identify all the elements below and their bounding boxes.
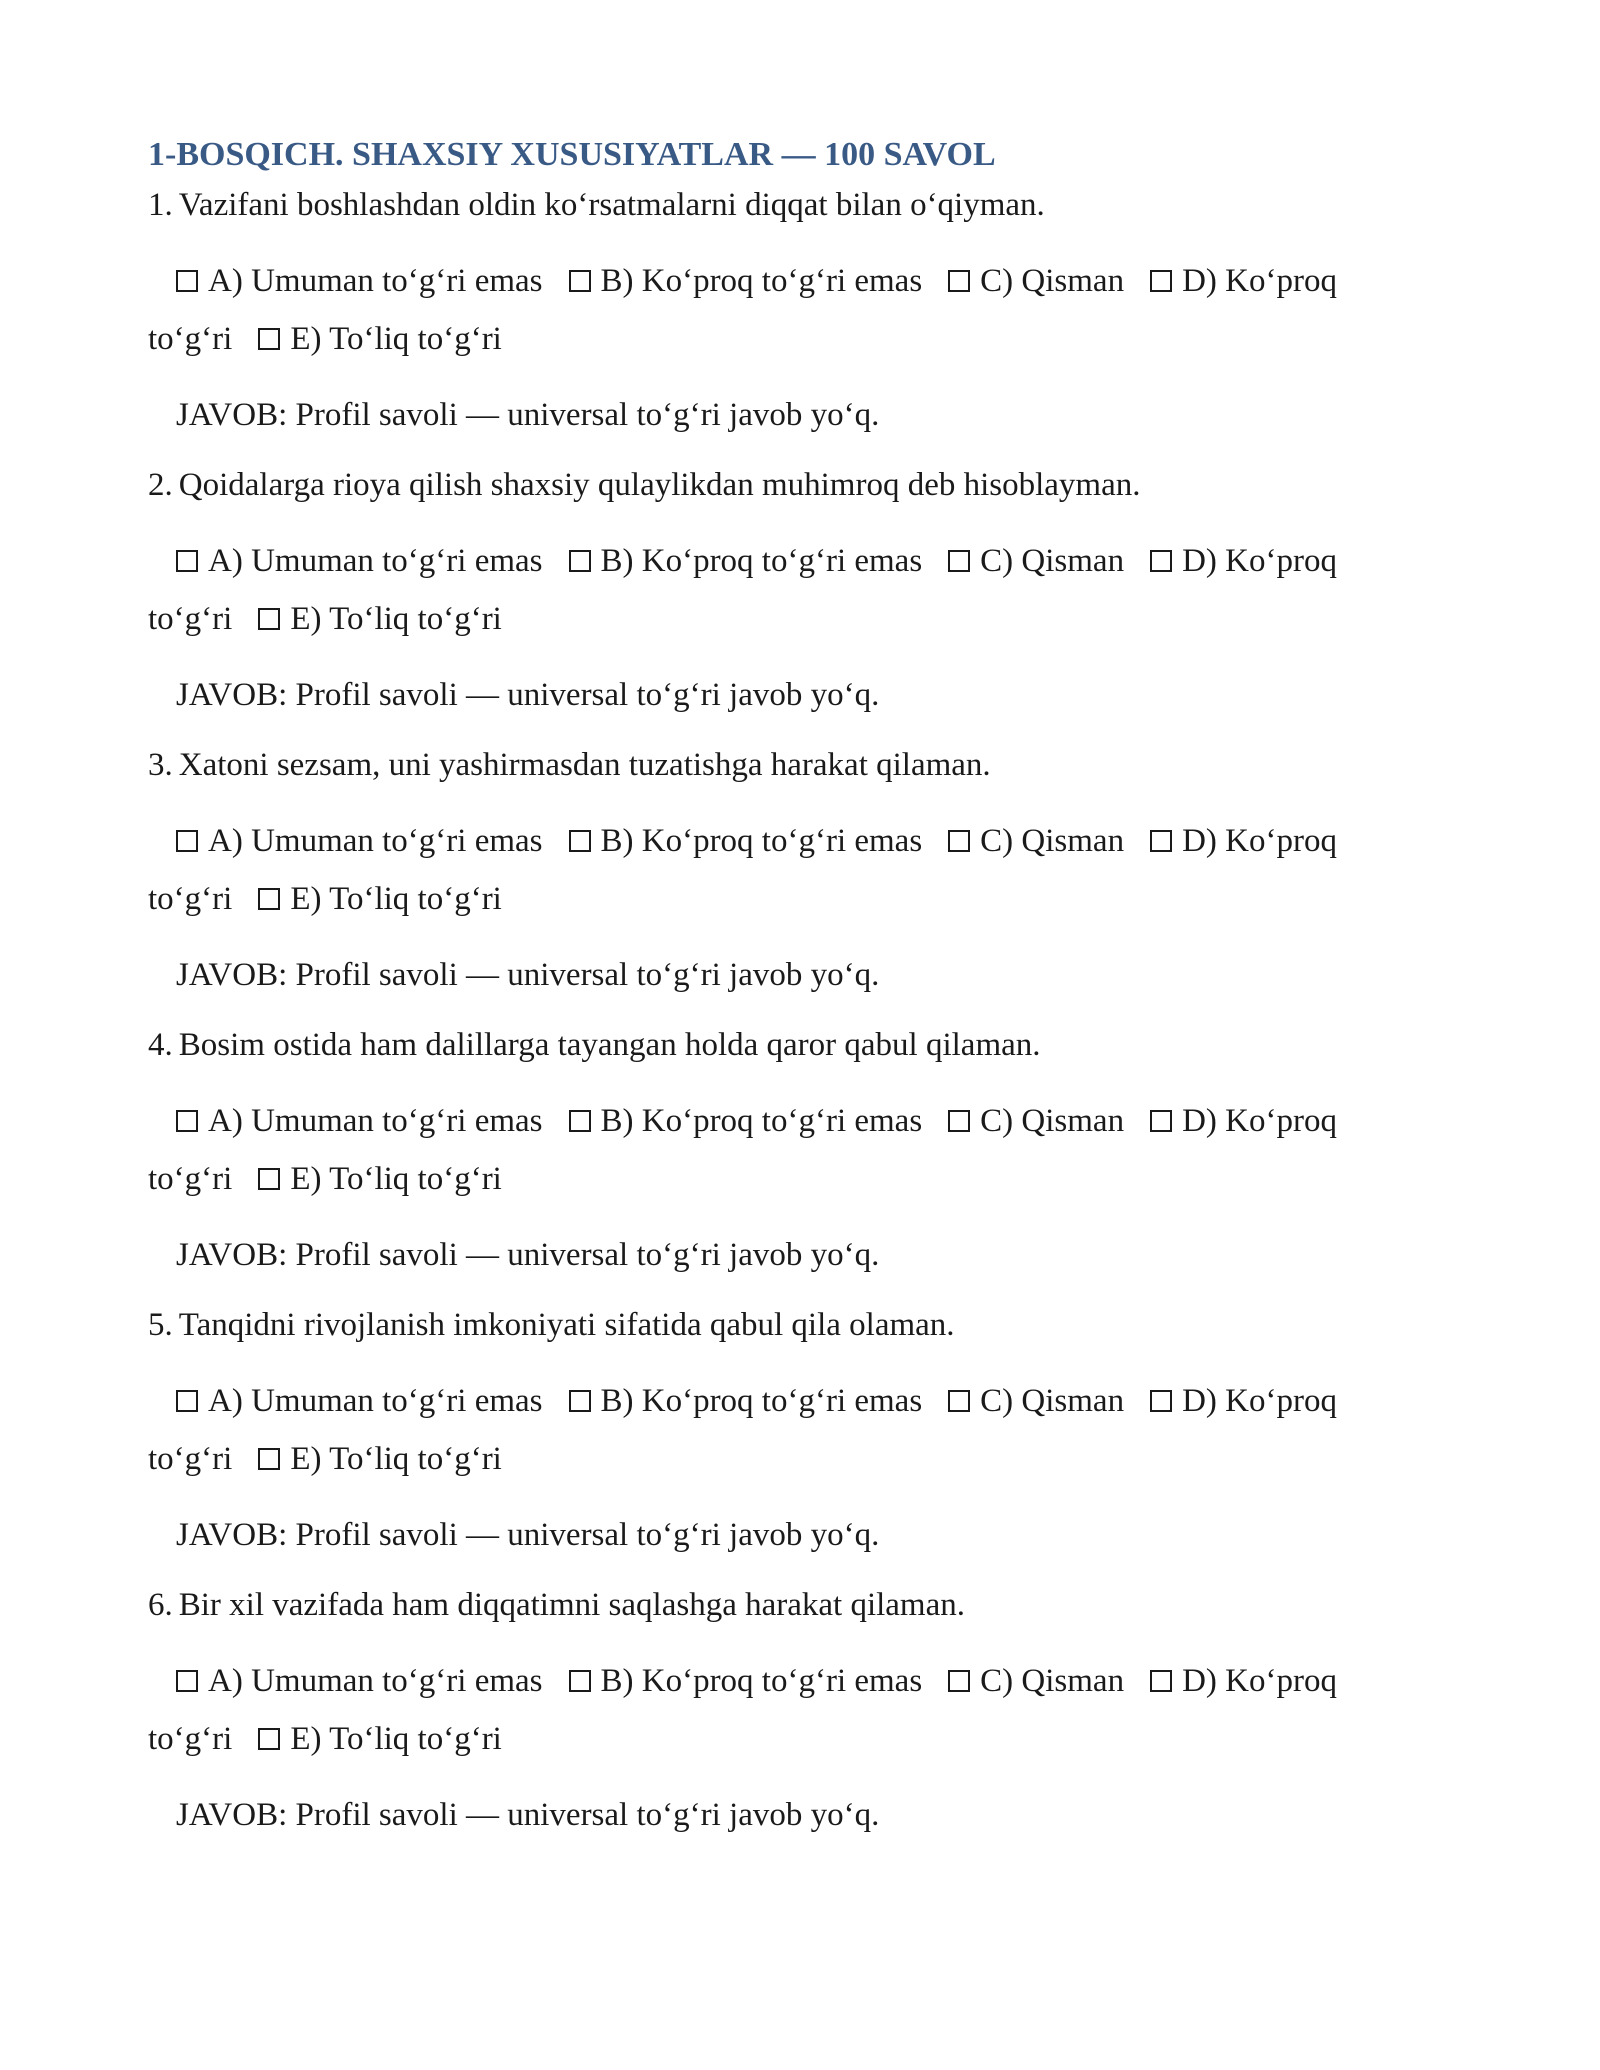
question-number: 5.	[148, 1307, 173, 1343]
option-d-label: D)	[1182, 1663, 1217, 1699]
option-d-label: D)	[1182, 1103, 1217, 1139]
checkbox-icon[interactable]	[176, 1670, 198, 1692]
question-body: Bir xil vazifada ham diqqatimni saqlashga harakat qilaman.	[178, 1587, 965, 1623]
option-c[interactable]	[948, 1663, 1124, 1699]
option-e[interactable]	[258, 321, 502, 357]
option-e-label: E) To‘liq to‘g‘ri	[290, 1161, 502, 1197]
option-c[interactable]	[948, 263, 1124, 299]
answer-note: JAVOB: Profil savoli — universal to‘g‘ri javob yo‘q.	[176, 677, 880, 713]
question-item	[148, 1020, 1360, 1280]
answer-options	[148, 1372, 1360, 1488]
option-b-label: B) Ko‘proq to‘g‘ri emas	[600, 543, 923, 579]
question-number: 4.	[148, 1027, 173, 1063]
option-c[interactable]	[948, 1103, 1124, 1139]
checkbox-icon[interactable]	[1150, 1390, 1172, 1412]
checkbox-icon[interactable]	[569, 1670, 591, 1692]
answer-options	[148, 812, 1360, 928]
option-a[interactable]	[176, 263, 543, 299]
option-d[interactable]	[1150, 263, 1217, 299]
option-a-label: A) Umuman to‘g‘ri emas	[208, 1383, 543, 1419]
checkbox-icon[interactable]	[1150, 550, 1172, 572]
option-a-label: A) Umuman to‘g‘ri emas	[208, 543, 543, 579]
option-b-label: B) Ko‘proq to‘g‘ri emas	[600, 263, 923, 299]
option-a-label: A) Umuman to‘g‘ri emas	[208, 823, 543, 859]
option-c-label: C) Qisman	[980, 263, 1125, 299]
option-d[interactable]	[1150, 1383, 1217, 1419]
option-b[interactable]	[569, 1103, 923, 1139]
checkbox-icon[interactable]	[1150, 1110, 1172, 1132]
option-d-label: D)	[1182, 823, 1217, 859]
section-heading: 1-BOSQICH. SHAXSIY XUSUSIYATLAR — 100 SAVOL	[148, 136, 996, 173]
question-item	[148, 1580, 1360, 1840]
option-b-label: B) Ko‘proq to‘g‘ri emas	[600, 1103, 923, 1139]
checkbox-icon[interactable]	[948, 550, 970, 572]
option-d-text: Ko‘proq to‘g‘ri	[148, 1383, 1337, 1477]
checkbox-icon[interactable]	[258, 328, 280, 350]
question-number: 2.	[148, 467, 173, 503]
option-b[interactable]	[569, 1663, 923, 1699]
checkbox-icon[interactable]	[569, 1110, 591, 1132]
option-a-label: A) Umuman to‘g‘ri emas	[208, 1103, 543, 1139]
option-b-label: B) Ko‘proq to‘g‘ri emas	[600, 1663, 923, 1699]
checkbox-icon[interactable]	[948, 270, 970, 292]
option-a[interactable]	[176, 543, 543, 579]
option-a-label: A) Umuman to‘g‘ri emas	[208, 263, 543, 299]
option-c[interactable]	[948, 823, 1124, 859]
checkbox-icon[interactable]	[176, 830, 198, 852]
question-text	[148, 460, 1360, 510]
option-b[interactable]	[569, 543, 923, 579]
question-item	[148, 180, 1360, 440]
question-number: 3.	[148, 747, 173, 783]
question-body: Vazifani boshlashdan oldin ko‘rsatmalarni diqqat bilan o‘qiyman.	[178, 187, 1045, 223]
checkbox-icon[interactable]	[1150, 1670, 1172, 1692]
option-e-label: E) To‘liq to‘g‘ri	[290, 321, 502, 357]
option-d-text: Ko‘proq to‘g‘ri	[148, 1103, 1337, 1197]
answer-note: JAVOB: Profil savoli — universal to‘g‘ri javob yo‘q.	[176, 1517, 880, 1553]
question-list	[148, 180, 1360, 1840]
option-a[interactable]	[176, 1383, 543, 1419]
checkbox-icon[interactable]	[258, 888, 280, 910]
question-item	[148, 740, 1360, 1000]
option-d-label: D)	[1182, 543, 1217, 579]
question-body: Bosim ostida ham dalillarga tayangan holda qaror qabul qilaman.	[178, 1027, 1041, 1063]
option-e[interactable]	[258, 1161, 502, 1197]
question-number: 1.	[148, 187, 173, 223]
checkbox-icon[interactable]	[948, 1670, 970, 1692]
checkbox-icon[interactable]	[258, 608, 280, 630]
checkbox-icon[interactable]	[569, 550, 591, 572]
answer-options	[148, 1092, 1360, 1208]
checkbox-icon[interactable]	[1150, 270, 1172, 292]
answer-options	[148, 1652, 1360, 1768]
checkbox-icon[interactable]	[948, 830, 970, 852]
option-c-label: C) Qisman	[980, 543, 1125, 579]
checkbox-icon[interactable]	[176, 270, 198, 292]
option-e-label: E) To‘liq to‘g‘ri	[290, 881, 502, 917]
option-a[interactable]	[176, 1103, 543, 1139]
checkbox-icon[interactable]	[569, 830, 591, 852]
question-text	[148, 1020, 1360, 1070]
option-c-label: C) Qisman	[980, 1103, 1125, 1139]
checkbox-icon[interactable]	[948, 1390, 970, 1412]
checkbox-icon[interactable]	[258, 1168, 280, 1190]
option-c[interactable]	[948, 1383, 1124, 1419]
option-a[interactable]	[176, 823, 543, 859]
option-d[interactable]	[1150, 823, 1217, 859]
answer-note: JAVOB: Profil savoli — universal to‘g‘ri javob yo‘q.	[176, 397, 880, 433]
answer-options	[148, 252, 1360, 368]
question-text	[148, 1580, 1360, 1630]
answer-options	[148, 532, 1360, 648]
option-e[interactable]	[258, 601, 502, 637]
option-d[interactable]	[1150, 543, 1217, 579]
option-c-label: C) Qisman	[980, 823, 1125, 859]
question-text	[148, 1300, 1360, 1350]
option-e-label: E) To‘liq to‘g‘ri	[290, 1721, 502, 1757]
option-d[interactable]	[1150, 1103, 1217, 1139]
option-e[interactable]	[258, 881, 502, 917]
question-item	[148, 460, 1360, 720]
option-b[interactable]	[569, 1383, 923, 1419]
checkbox-icon[interactable]	[258, 1448, 280, 1470]
question-body: Tanqidni rivojlanish imkoniyati sifatida qabul qila olaman.	[178, 1307, 955, 1343]
answer-note: JAVOB: Profil savoli — universal to‘g‘ri javob yo‘q.	[176, 1237, 880, 1273]
option-c-label: C) Qisman	[980, 1383, 1125, 1419]
option-b[interactable]	[569, 263, 923, 299]
option-d-label: D)	[1182, 263, 1217, 299]
question-text	[148, 740, 1360, 790]
option-c-label: C) Qisman	[980, 1663, 1125, 1699]
option-e-label: E) To‘liq to‘g‘ri	[290, 601, 502, 637]
checkbox-icon[interactable]	[569, 270, 591, 292]
checkbox-icon[interactable]	[258, 1728, 280, 1750]
option-e[interactable]	[258, 1441, 502, 1477]
option-a[interactable]	[176, 1663, 543, 1699]
option-d-text: Ko‘proq to‘g‘ri	[148, 543, 1337, 637]
question-item	[148, 1300, 1360, 1560]
option-d[interactable]	[1150, 1663, 1217, 1699]
option-b-label: B) Ko‘proq to‘g‘ri emas	[600, 823, 923, 859]
option-b-label: B) Ko‘proq to‘g‘ri emas	[600, 1383, 923, 1419]
answer-note: JAVOB: Profil savoli — universal to‘g‘ri javob yo‘q.	[176, 1797, 880, 1833]
option-d-text: Ko‘proq to‘g‘ri	[148, 823, 1337, 917]
checkbox-icon[interactable]	[176, 1390, 198, 1412]
option-d-label: D)	[1182, 1383, 1217, 1419]
checkbox-icon[interactable]	[1150, 830, 1172, 852]
checkbox-icon[interactable]	[176, 1110, 198, 1132]
checkbox-icon[interactable]	[569, 1390, 591, 1412]
question-body: Xatoni sezsam, uni yashirmasdan tuzatishga harakat qilaman.	[178, 747, 991, 783]
checkbox-icon[interactable]	[948, 1110, 970, 1132]
option-e-label: E) To‘liq to‘g‘ri	[290, 1441, 502, 1477]
answer-note: JAVOB: Profil savoli — universal to‘g‘ri javob yo‘q.	[176, 957, 880, 993]
question-text	[148, 180, 1360, 230]
option-c[interactable]	[948, 543, 1124, 579]
option-e[interactable]	[258, 1721, 502, 1757]
option-b[interactable]	[569, 823, 923, 859]
option-a-label: A) Umuman to‘g‘ri emas	[208, 1663, 543, 1699]
checkbox-icon[interactable]	[176, 550, 198, 572]
option-d-text: Ko‘proq to‘g‘ri	[148, 1663, 1337, 1757]
question-number: 6.	[148, 1587, 173, 1623]
question-body: Qoidalarga rioya qilish shaxsiy qulaylikdan muhimroq deb hisoblayman.	[178, 467, 1141, 503]
option-d-text: Ko‘proq to‘g‘ri	[148, 263, 1337, 357]
